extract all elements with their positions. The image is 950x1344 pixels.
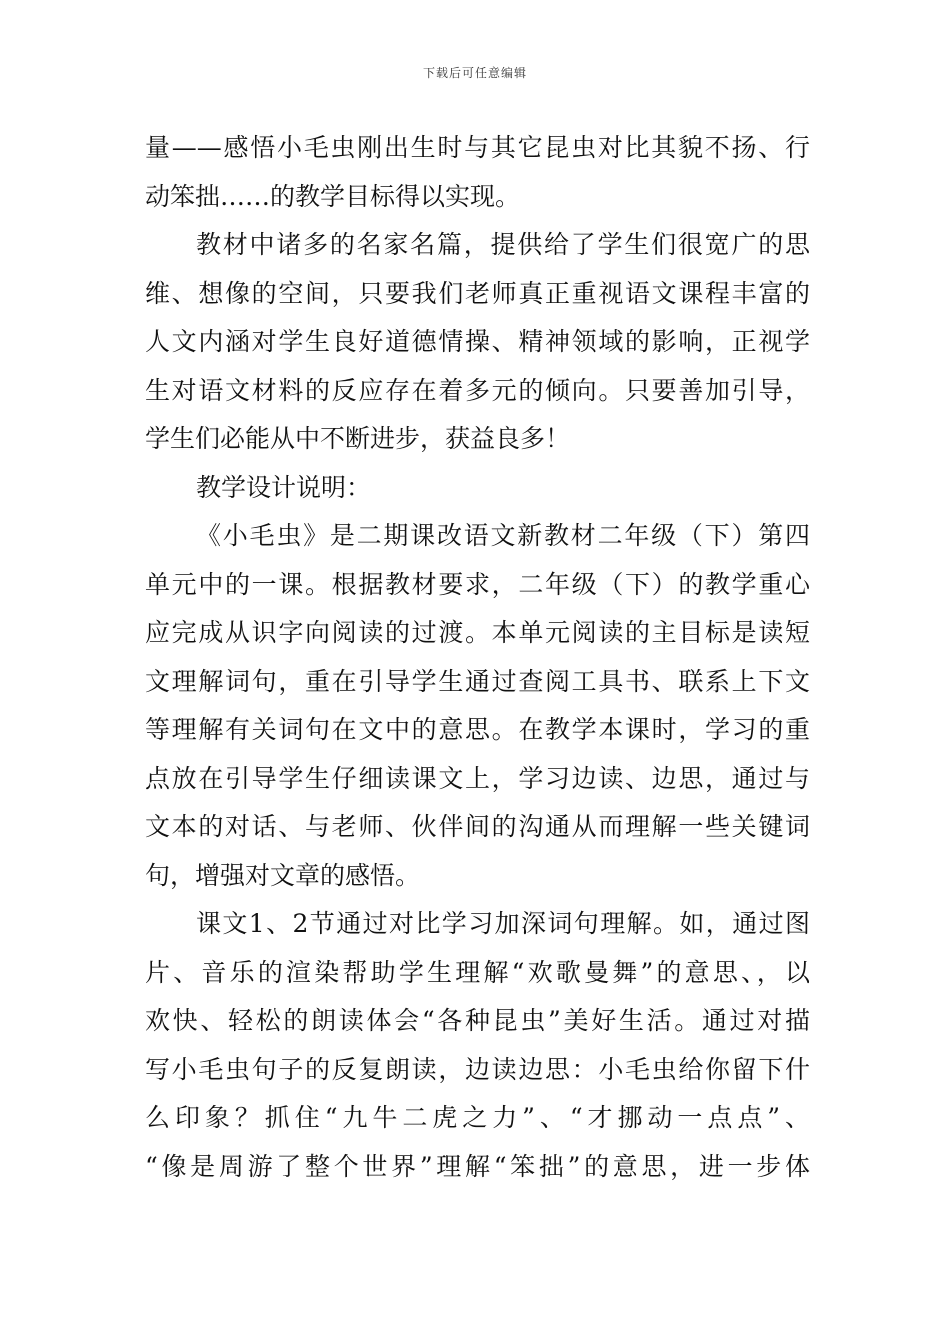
text-line: 片、音乐的渲染帮助学生理解“欢歌曼舞”的意思、，以 [145,957,810,987]
text-line: 动笨拙……的教学目标得以实现。 [145,181,521,211]
text-line: 学生们必能从中不断进步，获益良多！ [145,424,571,453]
text-line: 等理解有关词句在文中的意思。在教学本课时，学习的重 [145,715,810,744]
text-line: 生对语文材料的反应存在着多元的倾向。只要善加引导， [145,375,810,405]
text-line: “像是周游了整个世界”理解“笨拙”的意思，进一步体 [145,1151,810,1181]
text-line: 文本的对话、与老师、伙伴间的沟通从而理解一些关键词 [145,812,810,841]
page-header: 下载后可任意编辑 [422,66,527,80]
text-line: 欢快、轻松的朗读体会“各种昆虫”美好生活。通过对描 [145,1006,810,1035]
text-line: 维、想像的空间，只要我们老师真正重视语文课程丰富的 [145,278,810,308]
text-line: 文理解词句，重在引导学生通过查阅工具书、联系上下文 [145,666,810,696]
text-line: 单元中的一课。根据教材要求，二年级（下）的教学重心 [145,569,810,599]
text-line: 应完成从识字向阅读的过渡。本单元阅读的主目标是读短 [145,618,810,647]
text-line: 量——感悟小毛虫刚出生时与其它昆虫对比其貌不扬、行 [145,133,810,162]
text-line: 点放在引导学生仔细读课文上，学习边读、边思，通过与 [145,763,810,793]
text-line: 写小毛虫句子的反复朗读，边读边思：小毛虫给你留下什 [145,1054,810,1084]
section-heading: 教学设计说明： [196,472,372,502]
text-line: 《小毛虫》是二期课改语文新教材二年级（下）第四 [196,521,810,550]
text-line: 人文内涵对学生良好道德情操、精神领域的影响，正视学 [145,327,810,356]
document-body [145,124,810,1191]
text-line: 课文1、2节通过对比学习加深词句理解。如，通过图 [196,909,810,938]
text-line: 句，增强对文章的感悟。 [145,860,421,890]
text-line: 教材中诸多的名家名篇，提供给了学生们很宽广的思 [196,230,810,259]
text-line: 么印象？抓住“九牛二虎之力”、“才挪动一点点”、 [145,1103,810,1132]
